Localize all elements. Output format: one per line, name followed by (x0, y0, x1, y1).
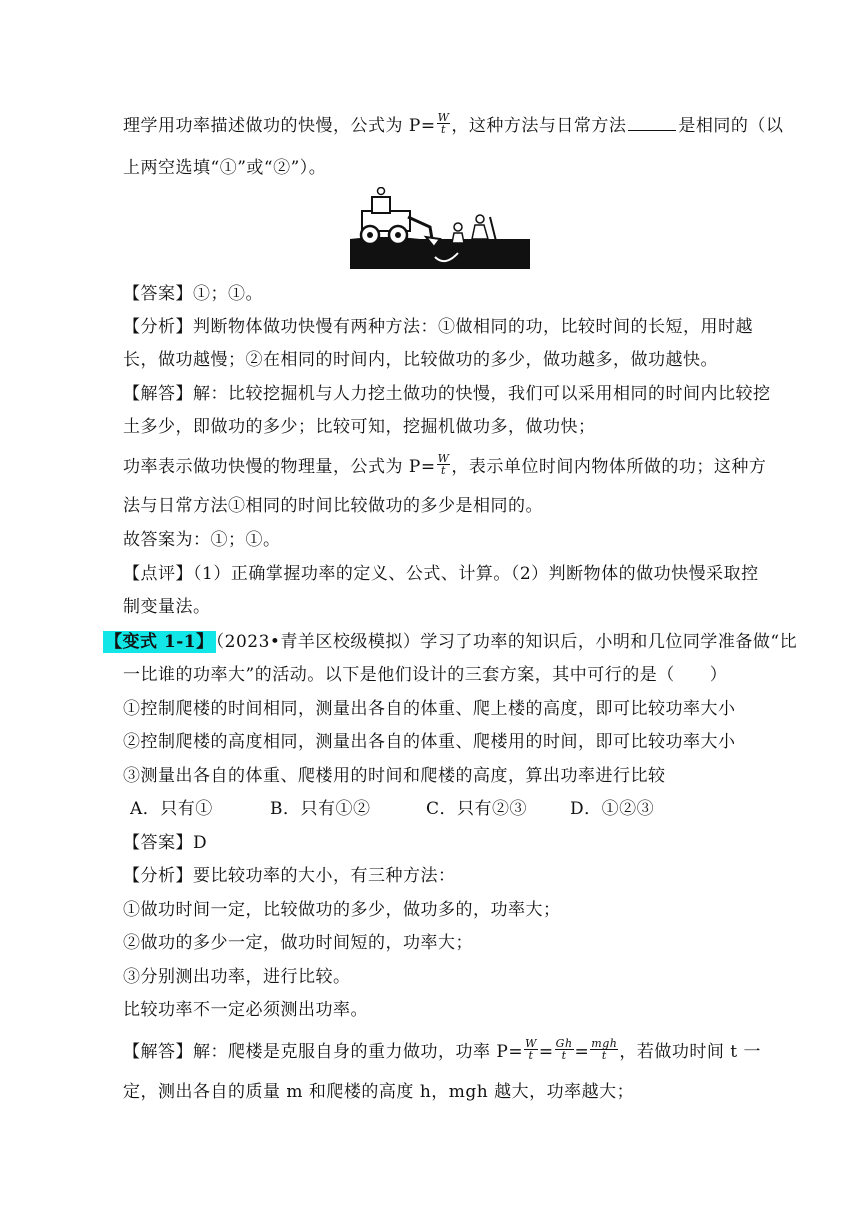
analysis-line: 比较功率不一定必须测出功率。 (123, 1000, 368, 1020)
answer-line: 【答案】①；①。 (123, 284, 263, 304)
equals-sign: = (574, 1042, 590, 1062)
comment-line: 【点评】（1）正确掌握功率的定义、公式、计算。（2）判断物体的做功快慢采取控 (123, 564, 759, 584)
question-line (123, 111, 784, 138)
option-b[interactable]: B．只有①② (270, 799, 371, 819)
analysis-line: 【分析】判断物体做功快慢有两种方法：①做相同的功，比较时间的长短，用时越 (123, 317, 753, 337)
variant-question-stem (103, 630, 797, 654)
text: 功率表示做功快慢的物理量，公式为 P= (123, 457, 436, 477)
final-answer-line: 故答案为：①；①。 (123, 530, 281, 550)
text: ，表示单位时间内物体所做的功；这种方 (451, 457, 767, 477)
analysis-line: 【分析】要比较功率的大小，有三种方法： (123, 866, 456, 886)
text: ，若做功时间 t 一 (619, 1042, 761, 1062)
text: 【解答】解：爬楼是克服自身的重力做功，功率 P= (123, 1042, 524, 1062)
option-c[interactable]: C．只有②③ (426, 799, 528, 819)
fraction-mgh-over-t: $\frac{\text{mgh}}{t}$ (591, 1037, 618, 1062)
solution-line: 定，测出各自的质量 m 和爬楼的高度 h，mgh 越大，功率越大； (123, 1082, 635, 1102)
solution-line (123, 1037, 761, 1064)
option-d[interactable]: D．①②③ (570, 799, 655, 819)
fraction-w-over-t: $\frac{W}{t}$ (525, 1037, 537, 1062)
fraction-w-over-t: $\frac{W}{t}$ (437, 452, 450, 477)
fraction-w-over-t: $\frac{W}{t}$ (437, 111, 450, 136)
options-row (130, 797, 654, 821)
variant-tag: 【变式 1-1】 (105, 632, 214, 652)
analysis-line: 长，做功越慢；②在相同的时间内，比较做功的多少，做功越多，做功越快。 (123, 350, 718, 370)
analysis-line: ③分别测出功率，进行比较。 (123, 967, 351, 987)
solution-line (123, 452, 767, 479)
text: ，这种方法与日常方法 (451, 116, 627, 136)
answer-blank[interactable] (628, 115, 676, 131)
solution-line: 【解答】解：比较挖掘机与人力挖土做功的快慢，我们可以采用相同的时间内比较挖 (123, 384, 771, 404)
answer-line: 【答案】D (123, 833, 208, 853)
solution-line: 土多少，即做功的多少；比较可知，挖掘机做功多，做功快； (123, 417, 596, 437)
fraction-gh-over-t: $\frac{Gh}{t}$ (555, 1037, 573, 1062)
excavator-vs-workers-illustration (350, 187, 530, 269)
solution-line: 法与日常方法①相同的时间比较做功的多少是相同的。 (123, 496, 543, 516)
question-line: 一比谁的功率大”的活动。以下是他们设计的三套方案，其中可行的是（ ） (123, 665, 728, 685)
equals-sign: = (538, 1042, 554, 1062)
scheme-item: ②控制爬楼的高度相同，测量出各自的体重、爬楼用的时间，即可比较功率大小 (123, 732, 736, 752)
comment-line: 制变量法。 (123, 597, 211, 617)
text: 是相同的（以 (678, 116, 784, 136)
text: （2023•青羊区校级模拟）学习了功率的知识后，小明和几位同学准备做“比 (215, 632, 798, 652)
scheme-item: ①控制爬楼的时间相同，测量出各自的体重、爬上楼的高度，即可比较功率大小 (123, 699, 736, 719)
option-a[interactable]: A．只有① (130, 799, 213, 819)
analysis-line: ①做功时间一定，比较做功的多少，做功多的，功率大； (123, 900, 561, 920)
scheme-item: ③测量出各自的体重、爬楼用的时间和爬楼的高度，算出功率进行比较 (123, 766, 666, 786)
question-line: 上两空选填“①”或“②”）。 (123, 158, 327, 178)
text: 理学用功率描述做功的快慢，公式为 P= (123, 116, 436, 136)
analysis-line: ②做功的多少一定，做功时间短的，功率大； (123, 933, 473, 953)
